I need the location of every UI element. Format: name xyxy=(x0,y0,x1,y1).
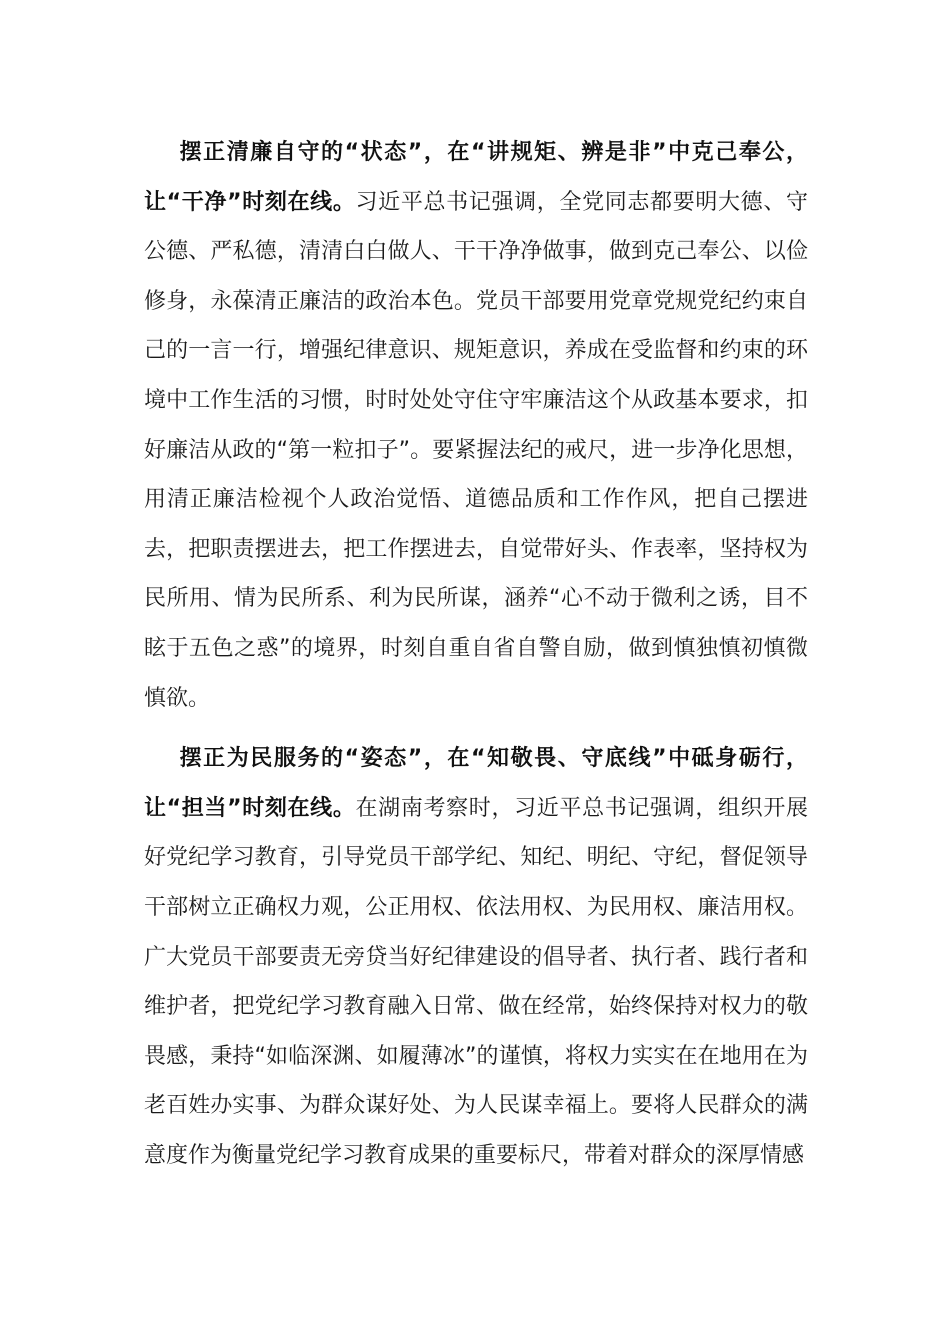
paragraph-lead-sentence: 摆正为民服务的“姿态”，在“知敬畏、守底线”中砥身砺行，让“担当”时刻在线。 xyxy=(144,746,808,821)
document-body xyxy=(144,128,808,1191)
paragraph-body-text: 习近平总书记强调，全党同志都要明大德、守公德、严私德，清清白白做人、干干净净做事，做到克己奉公、以俭修身，永葆清正廉洁的政治本色。党员干部要用党章党规党纪约束自己的一言一行，增强纪律意识、规矩意识，养成在受监督和约束的环境中工作生活的习惯，时时处处守住守牢廉洁这个从政基本要求，扣好廉洁从政的“第一粒扣子”。要紧握法纪的戒尺，进一步净化思想，用清正廉洁检视个人政治觉悟、道德品质和工作作风，把自己摆进去，把职责摆进去，把工作摆进去，自觉带好头、作表率，坚持权为民所用、情为民所系、利为民所谋，涵养“心不动于微利之诱，目不眩于五色之惑”的境界，时刻自重自省自警自励，做到慎独慎初慎微慎欲。 xyxy=(144,189,808,711)
paragraph xyxy=(144,734,808,1180)
paragraph-body-text: 在湖南考察时，习近平总书记强调，组织开展好党纪学习教育，引导党员干部学纪、知纪、明纪、守纪，督促领导干部树立正确权力观，公正用权、依法用权、为民用权、廉洁用权。广大党员干部要责无旁贷当好纪律建设的倡导者、执行者、践行者和维护者，把党纪学习教育融入日常、做在经常，始终保持对权力的敬畏感，秉持“如临深渊、如履薄冰”的谨慎，将权力实实在在地用在为老百姓办实事、为群众谋好处、为人民谋幸福上。要将人民群众的满意度作为衡量党纪学习教育成果的重要标尺，带着对群众的深厚情感 xyxy=(144,795,808,1168)
paragraph xyxy=(144,128,808,723)
paragraph-lead-sentence: 摆正清廉自守的“状态”，在“讲规矩、辨是非”中克己奉公，让“干净”时刻在线。 xyxy=(144,140,808,215)
